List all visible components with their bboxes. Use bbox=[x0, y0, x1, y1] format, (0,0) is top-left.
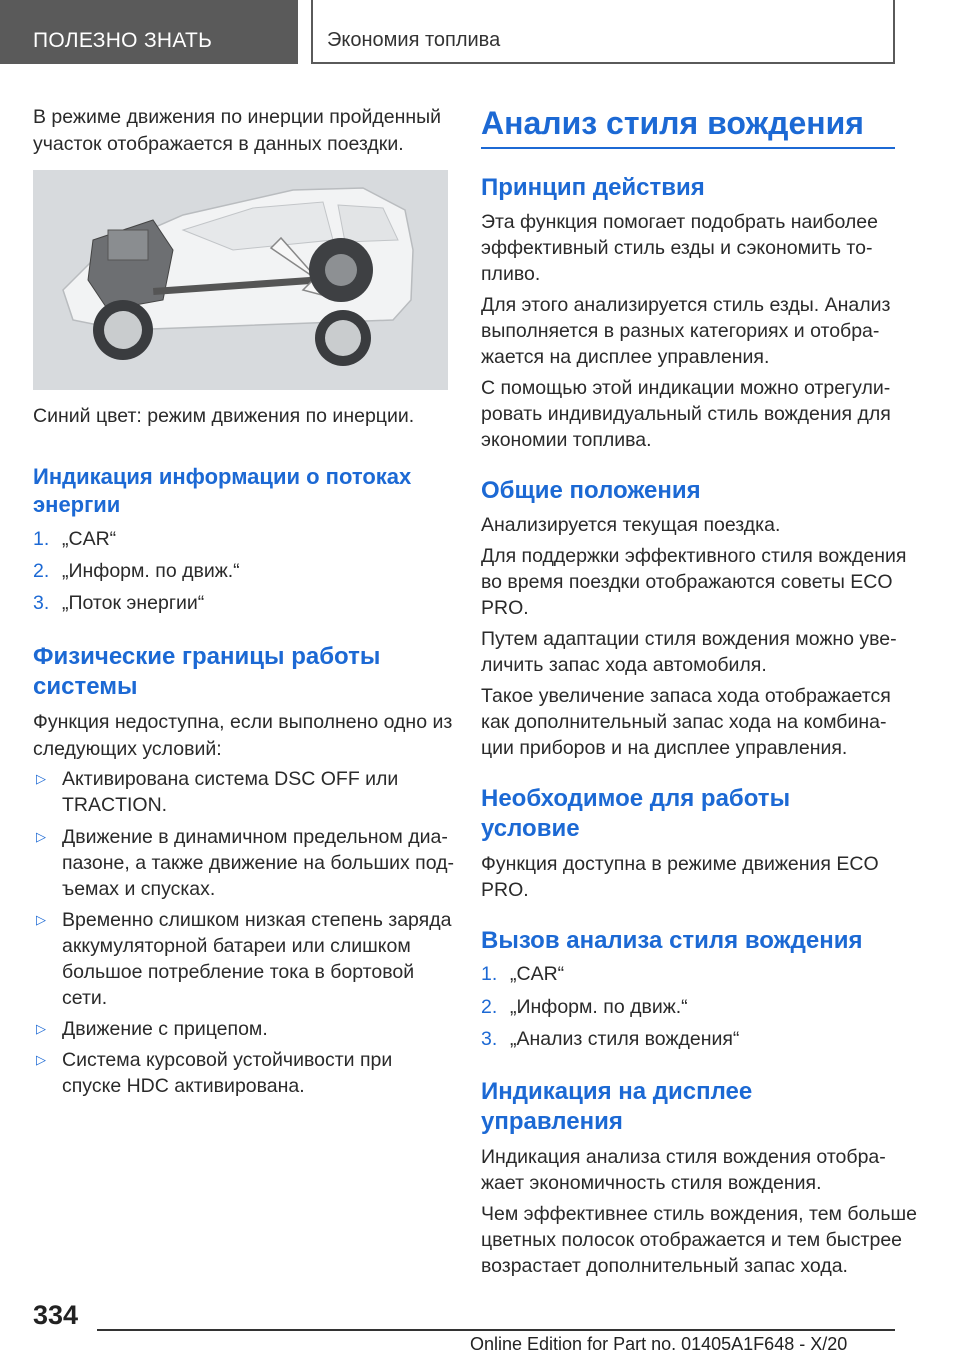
principle-line: эффективный стиль езды и сэкономить то- bbox=[481, 237, 873, 259]
display-line: цветных полосок отображается и тем быстрее bbox=[481, 1229, 903, 1251]
step-number: 1. bbox=[33, 528, 50, 550]
page-title: Анализ стиля вождения bbox=[481, 105, 864, 141]
general-line: Анализируется текущая поездка. bbox=[481, 514, 781, 536]
heading-display-1: Индикация на дисплее bbox=[481, 1078, 753, 1105]
bullet-triangle-icon: ▷ bbox=[36, 771, 46, 786]
bullet-line: Временно слишком низкая степень заряда bbox=[62, 909, 452, 931]
heading-required-1: Необходимое для работы bbox=[481, 785, 791, 812]
display-line: жает экономичность стиля вождения. bbox=[481, 1172, 822, 1194]
heading-energy-flow-1: Индикация информации о потоках bbox=[33, 464, 412, 489]
step-number: 1. bbox=[481, 963, 498, 985]
intro-line-1: В режиме движения по инерции пройденный bbox=[33, 106, 442, 128]
bullet-line: аккумуляторной батареи или слишком bbox=[62, 935, 411, 957]
required-line-1: Функция доступна в режиме движения ECO bbox=[481, 853, 879, 875]
title-underline bbox=[481, 147, 895, 149]
step-text: „Поток энергии“ bbox=[62, 592, 205, 614]
bullet-line: Движение в динамичном предельном диа- bbox=[62, 826, 448, 848]
principle-line: Для этого анализируется стиль езды. Анализ bbox=[481, 294, 891, 316]
bullet-line: пазоне, а также движение на больших под- bbox=[62, 852, 455, 874]
display-line: Индикация анализа стиля вождения отобра- bbox=[481, 1146, 886, 1168]
display-line: возрастает дополнительный запас хода. bbox=[481, 1255, 848, 1277]
step-number: 2. bbox=[33, 560, 50, 582]
page-number: 334 bbox=[33, 1300, 79, 1330]
bullet-line: большое потребление тока в бортовой bbox=[62, 961, 415, 983]
principle-line: экономии топлива. bbox=[481, 429, 652, 451]
principle-line: жается на дисплее управления. bbox=[481, 346, 770, 368]
heading-limits-1: Физические границы работы bbox=[33, 643, 381, 670]
general-line: личить запас хода автомобиля. bbox=[481, 654, 767, 676]
heading-principle: Принцип действия bbox=[481, 174, 705, 201]
bullet-line: TRACTION. bbox=[62, 794, 168, 816]
image-caption: Синий цвет: режим движения по инерции. bbox=[33, 405, 415, 427]
bullet-line: ъемах и спусках. bbox=[62, 878, 216, 900]
bullet-line: сети. bbox=[62, 987, 108, 1009]
step-text: „CAR“ bbox=[510, 963, 565, 985]
section-tab bbox=[0, 0, 298, 64]
chapter-title: Экономия топлива bbox=[327, 29, 501, 51]
footer-divider bbox=[97, 1329, 895, 1331]
limits-line-1: Функция недоступна, если выполнено одно из bbox=[33, 711, 453, 733]
required-line-2: PRO. bbox=[481, 879, 529, 901]
step-text: „CAR“ bbox=[62, 528, 117, 550]
chapter-tab bbox=[311, 0, 895, 64]
step-text: „Информ. по движ.“ bbox=[62, 560, 240, 582]
heading-limits-2: системы bbox=[33, 673, 138, 700]
bullet-line: Активирована система DSC OFF или bbox=[62, 768, 399, 790]
general-line: ции приборов и на дисплее управления. bbox=[481, 737, 848, 759]
section-title: ПОЛЕЗНО ЗНАТЬ bbox=[33, 29, 213, 52]
principle-line: Эта функция помогает подобрать наиболее bbox=[481, 211, 878, 233]
heading-call-analysis: Вызов анализа стиля вождения bbox=[481, 927, 863, 954]
edition-note: Online Edition for Part no. 01405A1F648 - X/20 bbox=[470, 1334, 848, 1354]
display-line: Чем эффективнее стиль вождения, тем больше bbox=[481, 1203, 917, 1225]
bullet-line: Движение с прицепом. bbox=[62, 1018, 268, 1040]
step-text: „Анализ стиля вождения“ bbox=[510, 1028, 740, 1050]
bullet-line: Система курсовой устойчивости при bbox=[62, 1049, 393, 1071]
principle-line: ровать индивидуальный стиль вождения для bbox=[481, 403, 891, 425]
intro-line-2: участок отображается в данных поездки. bbox=[33, 133, 404, 155]
bullet-triangle-icon: ▷ bbox=[36, 829, 46, 844]
general-line: как дополнительный запас хода на комбина- bbox=[481, 711, 887, 733]
limits-line-2: следующих условий: bbox=[33, 738, 222, 760]
general-line: Путем адаптации стиля вождения можно уве- bbox=[481, 628, 897, 650]
general-line: во время поездки отображаются советы ECO bbox=[481, 571, 893, 593]
principle-line: С помощью этой индикации можно отрегули- bbox=[481, 377, 891, 399]
heading-display-2: управления bbox=[481, 1108, 623, 1135]
general-line: Такое увеличение запаса хода отображается bbox=[481, 685, 891, 707]
general-line: PRO. bbox=[481, 597, 529, 619]
step-number: 2. bbox=[481, 996, 498, 1018]
principle-line: выполняется в разных категориях и отобра- bbox=[481, 320, 880, 342]
bullet-triangle-icon: ▷ bbox=[36, 1021, 46, 1036]
heading-general: Общие положения bbox=[481, 477, 701, 504]
step-number: 3. bbox=[481, 1028, 498, 1050]
step-number: 3. bbox=[33, 592, 50, 614]
car-icon bbox=[33, 170, 448, 390]
bullet-triangle-icon: ▷ bbox=[36, 1052, 46, 1067]
car-coasting-illustration bbox=[33, 170, 448, 390]
bullet-triangle-icon: ▷ bbox=[36, 912, 46, 927]
step-text: „Информ. по движ.“ bbox=[510, 996, 688, 1018]
general-line: Для поддержки эффективного стиля вождения bbox=[481, 545, 907, 567]
bullet-line: спуске HDC активирована. bbox=[62, 1075, 305, 1097]
principle-line: пливо. bbox=[481, 263, 541, 285]
heading-required-2: условие bbox=[481, 815, 580, 842]
heading-energy-flow-2: энергии bbox=[33, 492, 121, 517]
